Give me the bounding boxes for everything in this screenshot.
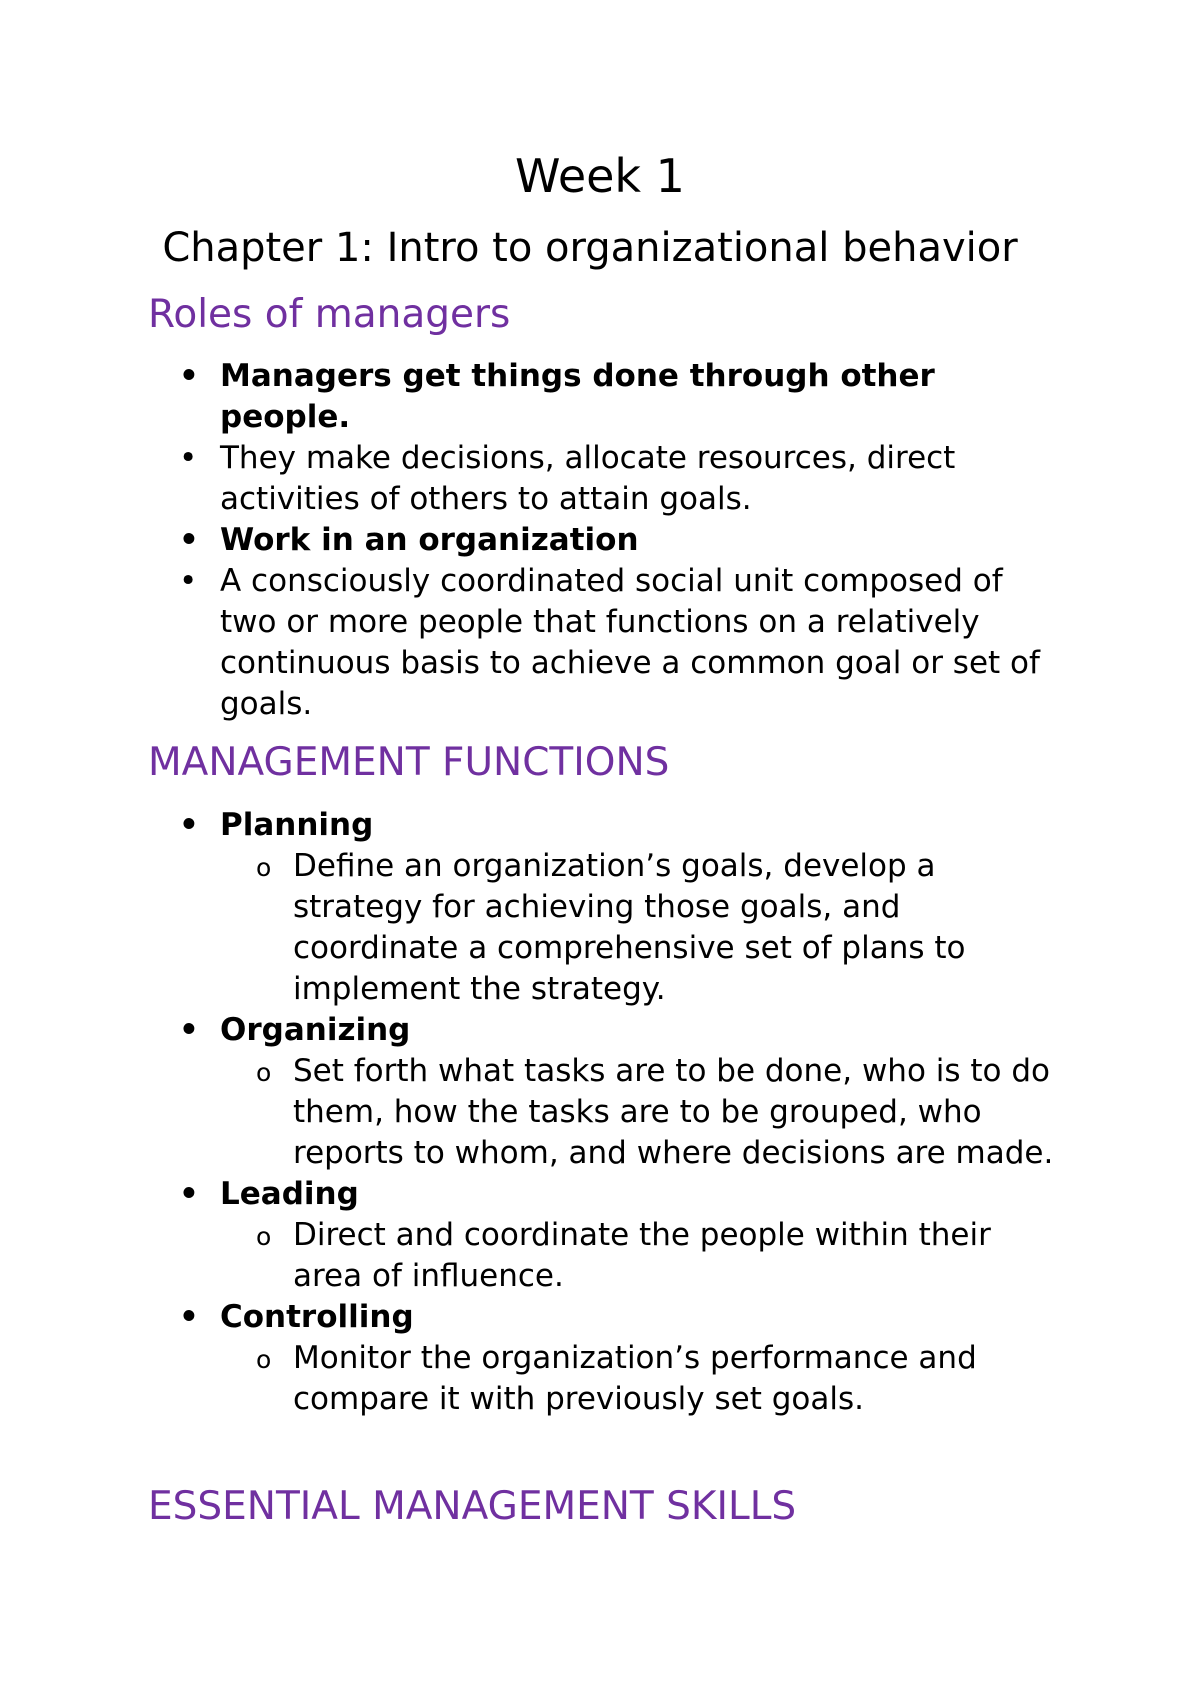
sub-list-item [0,1051,1063,1174]
list-item-text: They make decisions, allocate resources, direct activities of others to attain goals. [220,440,956,517]
circle-bullet-icon: o [256,853,272,882]
bullet-icon: • [179,1299,199,1335]
list-item [0,356,1050,438]
list-item-text: Managers get things done through other people. [220,358,935,435]
list-item-text: Organizing [220,1012,411,1048]
bullet-icon: • [179,358,199,394]
sub-list-item-text: Monitor the organization’s performance and compare it with previously set goals. [293,1340,977,1417]
bullet-icon: • [179,440,198,476]
section-heading-management-functions: MANAGEMENT FUNCTIONS [148,740,670,785]
list-item [0,1297,1050,1338]
roles-list [0,356,1050,725]
chapter-title: Chapter 1: Intro to organizational behavior [162,225,1018,271]
bullet-icon: • [179,807,199,843]
list-item-text: Controlling [220,1299,414,1335]
sub-list-item-text: Direct and coordinate the people within their area of influence. [293,1217,991,1294]
sub-list-item [0,846,1063,1010]
bullet-icon: • [179,563,198,599]
list-item [0,520,1050,561]
list-item [0,561,1050,725]
list-item-text: Work in an organization [220,522,639,558]
sub-list-item-text: Set forth what tasks are to be done, who is to do them, how the tasks are to be grouped, who reports to whom, and where decisions are made. [293,1053,1054,1171]
section-heading-essential-skills: ESSENTIAL MANAGEMENT SKILLS [148,1484,797,1529]
circle-bullet-icon: o [256,1345,272,1374]
page-title: Week 1 [515,149,685,203]
sub-list-item [0,1215,1063,1297]
sub-list-item [0,1338,1063,1420]
circle-bullet-icon: o [256,1058,272,1087]
list-item-text: Leading [220,1176,359,1212]
list-item-text: A consciously coordinated social unit composed of two or more people that functions on a relatively continuous basis to achieve a common goal or set of goals. [220,563,1040,722]
list-item [0,1174,1050,1215]
list-item [0,805,1050,846]
bullet-icon: • [179,1012,199,1048]
list-item [0,438,1050,520]
list-item-text: Planning [220,807,374,843]
functions-list [0,805,1063,1420]
sub-list-item-text: Define an organization’s goals, develop a strategy for achieving those goals, and coordinate a comprehensive set of plans to implement the strategy. [293,848,966,1007]
section-heading-roles: Roles of managers [148,292,511,337]
bullet-icon: • [179,1176,199,1212]
bullet-icon: • [179,522,199,558]
circle-bullet-icon: o [256,1222,272,1251]
list-item [0,1010,1050,1051]
